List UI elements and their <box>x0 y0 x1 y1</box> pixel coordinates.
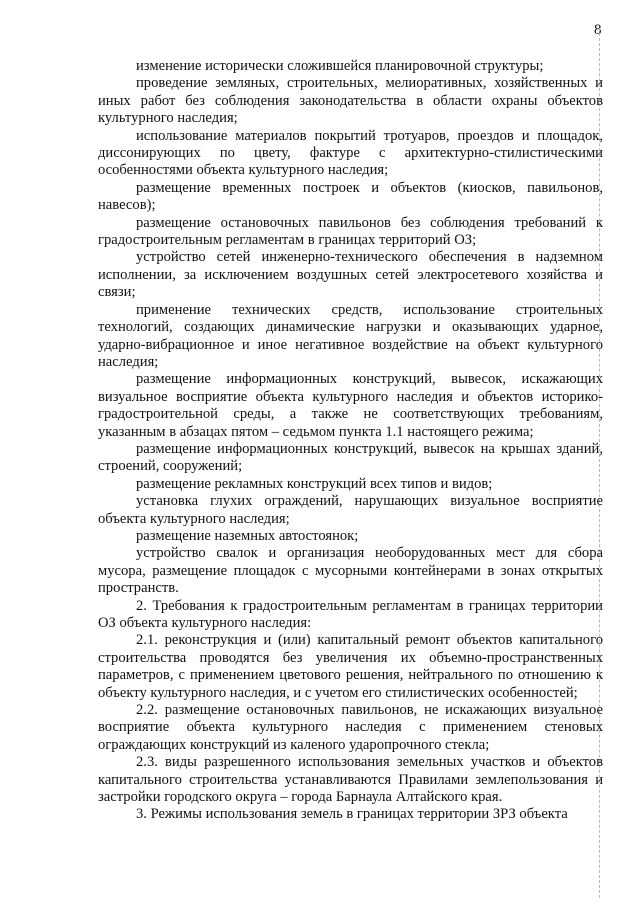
paragraph: устройство свалок и организация необорудованных мест для сбора мусора, размещение площадок с мусорными контейнерами в зонах открытых пространств. <box>98 545 603 597</box>
paragraph: проведение земляных, строительных, мелиоративных, хозяйственных и иных работ без соблюдения законодательства в области охраны объектов культурного наследия; <box>98 75 603 127</box>
paragraph: установка глухих ограждений, нарушающих визуальное восприятие объекта культурного наследия; <box>98 493 603 527</box>
paragraph: размещение остановочных павильонов без соблюдения требований к градостроительным регламентам в границах территорий ОЗ; <box>98 214 603 249</box>
paragraph: размещение наземных автостоянок; <box>136 527 359 544</box>
paragraph: 2. Требования к градостроительным регламентам в границах территории ОЗ объекта культурного наследия: <box>98 597 603 631</box>
paragraph: применение технических средств, использование строительных технологий, создающих динамические нагрузки и оказывающих ударное, ударно-вибрационное и иное негативное воздействие на объект культурного наследия; <box>98 301 603 370</box>
paragraph: устройство сетей инженерно-технического обеспечения в надземном исполнении, за исключением воздушных сетей электросетевого хозяйства и связи; <box>98 249 603 301</box>
document-body <box>98 58 603 824</box>
paragraph: размещение рекламных конструкций всех типов и видов; <box>136 475 493 492</box>
paragraph: использование материалов покрытий тротуаров, проездов и площадок, диссонирующих по цвету, фактуре с архитектурно-стилистическими особенностями объекта культурного наследия; <box>98 127 603 179</box>
paragraph: размещение временных построек и объектов (киосков, павильонов, навесов); <box>98 179 603 214</box>
paragraph: изменение исторически сложившейся планировочной структуры; <box>136 58 544 74</box>
paragraph: размещение информационных конструкций, вывесок на крышах зданий, строений, сооружений; <box>98 440 603 475</box>
paragraph: 3. Режимы использования земель в границах территории ЗРЗ объекта <box>136 806 568 823</box>
paragraph: 2.3. виды разрешенного использования земельных участков и объектов капитального строительства устанавливаются Правилами землепользования и застройки городского округа – города Барнаула Алтайского края. <box>98 754 603 806</box>
page-number: 8 <box>594 22 602 38</box>
paragraph: 2.2. размещение остановочных павильонов, не искажающих визуальное восприятие объекта культурного наследия с применением стеновых ограждающих конструкций из каленого ударопрочного стекла; <box>98 702 603 753</box>
paragraph: размещение информационных конструкций, вывесок, искажающих визуальное восприятие объекта культурного наследия и объектов историко-градостроительной среды, а также не соответствующих требованиям, указанным в абзацах пятом – седьмом пункта 1.1 настоящего режима; <box>98 371 603 440</box>
paragraph: 2.1. реконструкция и (или) капитальный ремонт объектов капитального строительства проводятся без увеличения их объемно-пространственных параметров, с применением цветового решения, нейтрального по отношению к объекту культурного наследия, и с учетом его стилистических особенностей; <box>98 632 603 701</box>
